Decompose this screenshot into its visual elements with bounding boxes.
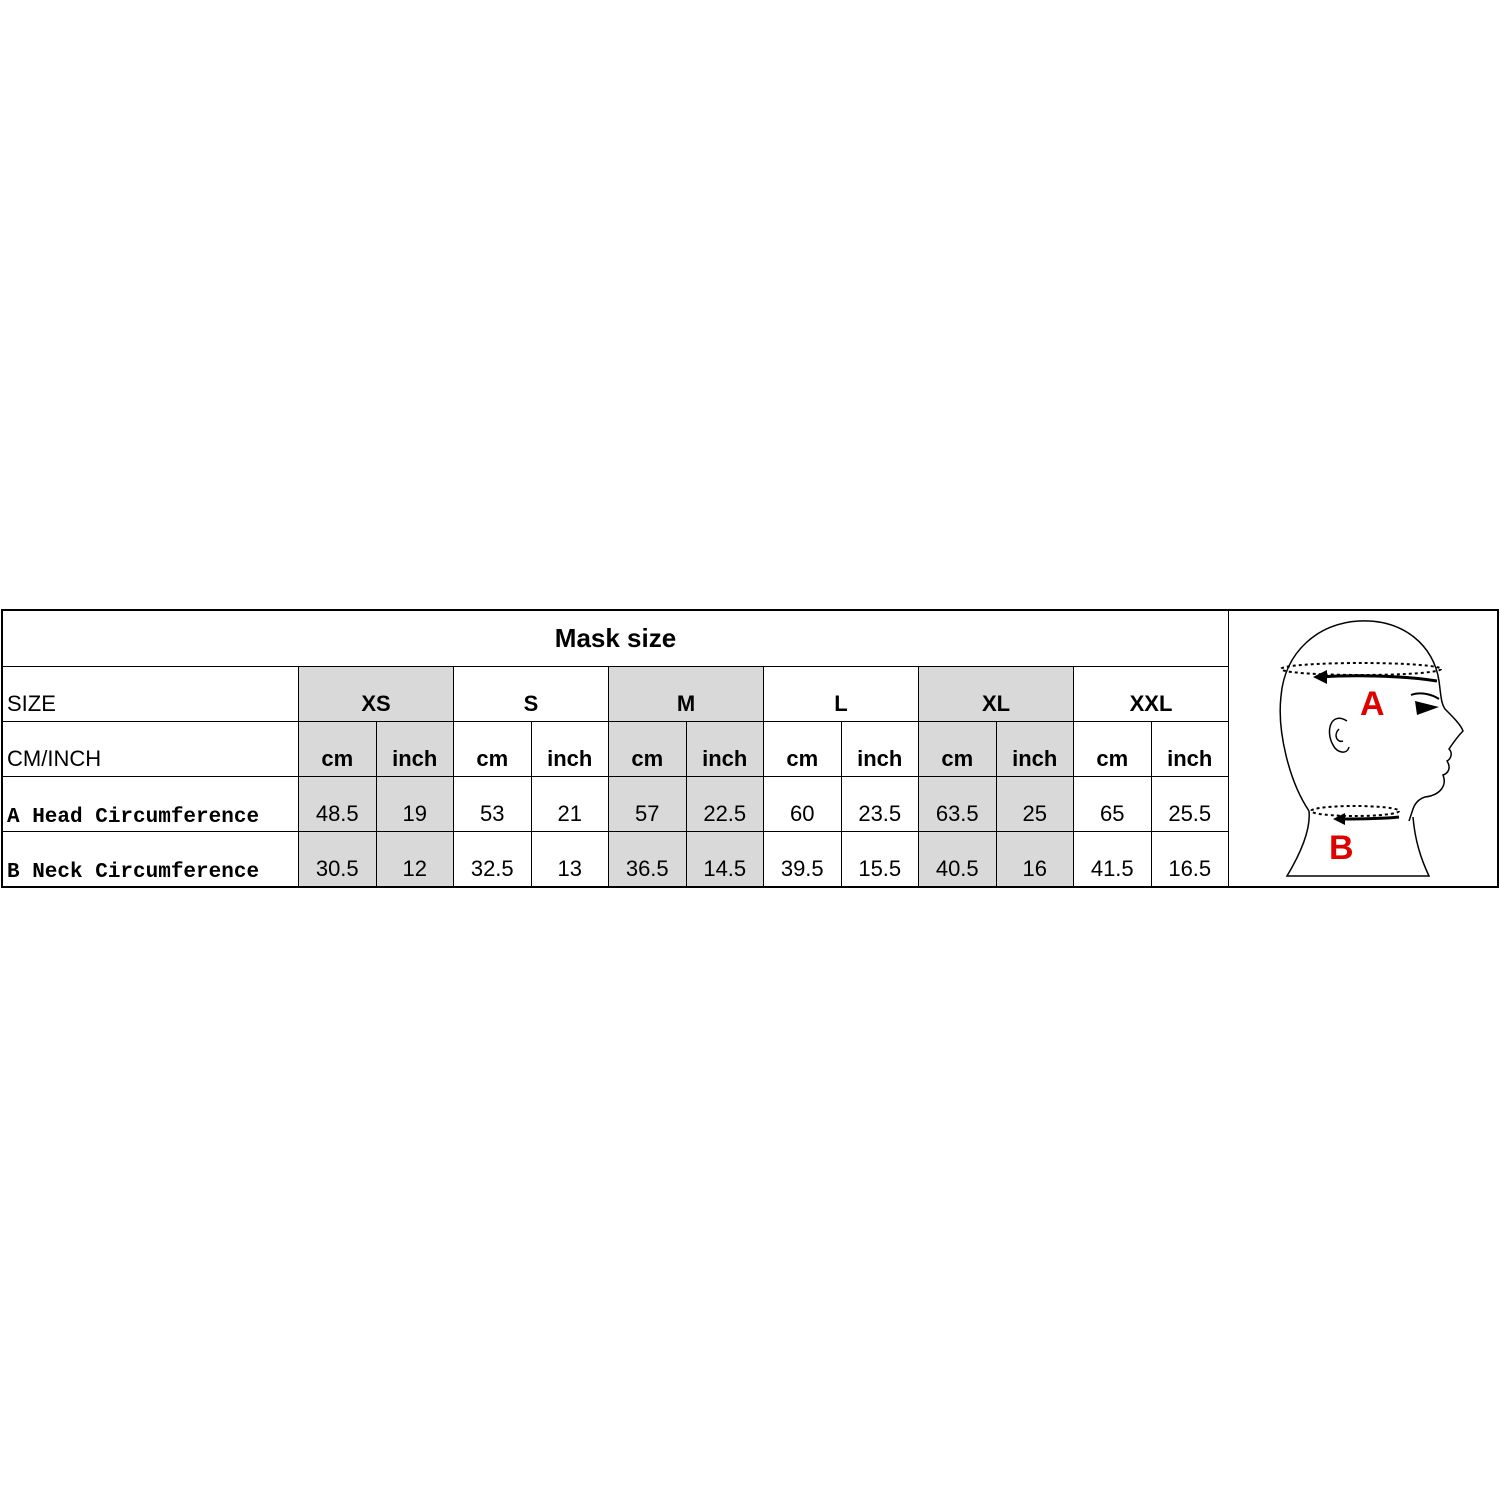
neck-xl-cm: 40.5 xyxy=(919,832,997,886)
unit-inch: inch xyxy=(1152,722,1230,777)
neck-outline xyxy=(1287,811,1429,876)
neck-circumference-line xyxy=(1311,806,1399,816)
head-xxl-inch: 25.5 xyxy=(1152,777,1230,832)
size-row-label: SIZE xyxy=(3,667,299,722)
head-s-cm: 53 xyxy=(454,777,532,832)
label-b: B xyxy=(1329,829,1354,867)
neck-m-inch: 14.5 xyxy=(687,832,765,886)
head-s-inch: 21 xyxy=(532,777,610,832)
neck-m-cm: 36.5 xyxy=(609,832,687,886)
label-a: A xyxy=(1360,685,1385,723)
unit-cm: cm xyxy=(609,722,687,777)
ear-outline xyxy=(1329,718,1349,752)
head-circumference-line xyxy=(1281,663,1441,675)
size-xxl: XXL xyxy=(1074,667,1229,722)
head-xxl-cm: 65 xyxy=(1074,777,1152,832)
head-xs-inch: 19 xyxy=(377,777,455,832)
eye-icon xyxy=(1415,701,1439,715)
neck-l-cm: 39.5 xyxy=(764,832,842,886)
neck-arrow-line xyxy=(1341,817,1399,819)
neck-s-cm: 32.5 xyxy=(454,832,532,886)
head-arrow-icon xyxy=(1313,670,1327,684)
neck-xs-inch: 12 xyxy=(377,832,455,886)
size-m: M xyxy=(609,667,764,722)
head-row-label: A Head Circumference xyxy=(3,777,299,832)
unit-inch: inch xyxy=(532,722,610,777)
head-xl-inch: 25 xyxy=(997,777,1075,832)
neck-s-inch: 13 xyxy=(532,832,610,886)
neck-xxl-inch: 16.5 xyxy=(1152,832,1230,886)
head-m-inch: 22.5 xyxy=(687,777,765,832)
head-xl-cm: 63.5 xyxy=(919,777,997,832)
size-chart xyxy=(1,609,1499,888)
neck-xxl-cm: 41.5 xyxy=(1074,832,1152,886)
unit-inch: inch xyxy=(377,722,455,777)
head-xs-cm: 48.5 xyxy=(299,777,377,832)
chart-title: Mask size xyxy=(3,611,1229,667)
neck-xl-inch: 16 xyxy=(997,832,1075,886)
head-m-cm: 57 xyxy=(609,777,687,832)
size-s: S xyxy=(454,667,609,722)
unit-cm: cm xyxy=(299,722,377,777)
unit-cm: cm xyxy=(1074,722,1152,777)
unit-cm: cm xyxy=(919,722,997,777)
size-xs: XS xyxy=(299,667,454,722)
size-table xyxy=(3,611,1229,886)
unit-inch: inch xyxy=(997,722,1075,777)
neck-l-inch: 15.5 xyxy=(842,832,920,886)
head-l-cm: 60 xyxy=(764,777,842,832)
unit-inch: inch xyxy=(687,722,765,777)
size-l: L xyxy=(764,667,919,722)
neck-xs-cm: 30.5 xyxy=(299,832,377,886)
head-l-inch: 23.5 xyxy=(842,777,920,832)
head-measurement-icon xyxy=(1229,611,1497,886)
head-measurement-diagram xyxy=(1229,611,1497,886)
unit-row-label: CM/INCH xyxy=(3,722,299,777)
unit-cm: cm xyxy=(454,722,532,777)
neck-row-label: B Neck Circumference xyxy=(3,832,299,886)
size-xl: XL xyxy=(919,667,1074,722)
head-arrow-line xyxy=(1321,676,1437,681)
unit-cm: cm xyxy=(764,722,842,777)
unit-inch: inch xyxy=(842,722,920,777)
eyebrow-icon xyxy=(1411,693,1439,699)
